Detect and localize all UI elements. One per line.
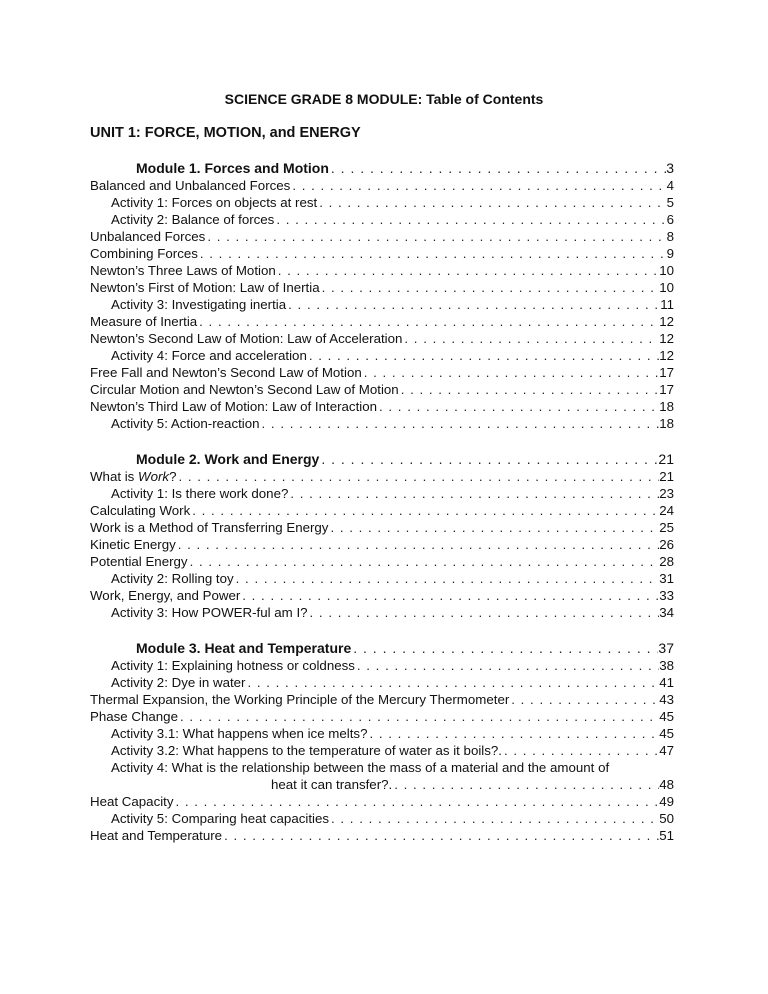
toc-label-part: What is [90,469,139,484]
toc-label: Measure of Inertia [90,314,198,329]
toc-page: 34 [659,605,674,620]
toc-page: 45 [659,726,674,741]
toc-page: 47 [659,743,674,758]
leader-dots [240,587,659,604]
toc-entry[interactable] [90,827,674,844]
toc-label: Activity 1: Is there work done? [111,486,289,501]
toc-label [90,468,176,485]
leader-dots [290,177,666,194]
toc-page: 49 [659,794,674,809]
toc-label-italic: Work [138,469,170,484]
leader-dots [188,553,660,570]
toc-entry[interactable] [90,313,674,330]
toc-label: Work is a Method of Transferring Energy [90,520,329,535]
leader-dots [260,415,660,432]
toc-page: 10 [659,263,674,278]
toc-label: Combining Forces [90,246,198,261]
leader-dots [174,793,660,810]
toc-entry[interactable] [90,347,674,364]
toc-entry[interactable] [90,398,674,415]
toc-label: heat it can transfer?. [271,777,393,792]
toc-page: 38 [659,658,674,673]
toc-page: 11 [660,297,674,312]
toc-label: Newton’s Three Laws of Motion [90,263,276,278]
toc-entry[interactable] [90,245,674,262]
toc-entry[interactable] [90,674,674,691]
toc-page: 12 [659,314,674,329]
toc-label: Activity 2: Balance of forces [111,212,275,227]
toc-label: Activity 5: Action-reaction [111,416,260,431]
leader-dots [319,451,658,468]
leader-dots [355,657,659,674]
toc-entry[interactable] [90,553,674,570]
toc-entry[interactable] [90,194,674,211]
toc-page: 21 [658,451,674,467]
toc-entry[interactable] [90,604,674,621]
leader-dots [392,776,659,793]
toc-page: 33 [659,588,674,603]
toc-page: 4 [666,178,674,193]
toc-label: Module 3. Heat and Temperature [136,640,352,656]
toc-entry[interactable] [90,279,674,296]
leader-dots [320,279,660,296]
toc-entry-continuation[interactable] [90,776,674,793]
toc-entry[interactable] [90,759,674,776]
toc-page: 31 [659,571,674,586]
toc-label: Heat Capacity [90,794,174,809]
toc-entry[interactable] [90,381,674,398]
toc-page: 50 [659,811,674,826]
leader-dots [178,708,659,725]
toc-page: 3 [666,160,674,176]
toc-page: 25 [659,520,674,535]
toc-page: 17 [659,365,674,380]
toc-page: 6 [666,212,674,227]
leader-dots [176,536,659,553]
toc-page: 43 [659,692,674,707]
leader-dots [286,296,660,313]
toc-entry[interactable] [90,657,674,674]
leader-dots [509,691,659,708]
toc-label: Module 2. Work and Energy [136,451,320,467]
toc-label: Activity 1: Explaining hotness or coldness [111,658,355,673]
toc-label: Kinetic Energy [90,537,176,552]
toc-entry[interactable] [90,211,674,228]
toc-entry[interactable] [90,810,674,827]
toc-label: Activity 4: Force and acceleration [111,348,307,363]
toc-label: Circular Motion and Newton’s Second Law of Motion [90,382,399,397]
leader-dots [308,604,660,621]
toc-page: 24 [659,503,674,518]
leader-dots [176,468,659,485]
toc-page: 21 [659,469,674,484]
toc-page: 18 [659,399,674,414]
leader-dots [307,347,659,364]
toc-label: Heat and Temperature [90,828,223,843]
toc-page: 23 [659,486,674,501]
toc-label: Activity 4: What is the relationship between the mass of a material and the amount of [111,760,610,775]
toc-label: Activity 2: Dye in water [111,675,246,690]
toc-label: Newton’s Second Law of Motion: Law of Acceleration [90,331,403,346]
leader-dots [288,485,659,502]
toc-page: 5 [666,195,674,210]
toc-page: 51 [659,828,674,843]
toc-entry[interactable] [90,587,674,604]
toc-page: 17 [659,382,674,397]
toc-label: Newton’s First of Motion: Law of Inertia [90,280,320,295]
toc-entry[interactable] [90,177,674,194]
leader-dots [502,742,659,759]
toc-page: 45 [659,709,674,724]
toc-page: 41 [659,675,674,690]
toc-entry[interactable] [90,262,674,279]
toc-entry[interactable] [90,570,674,587]
toc-label: Module 1. Forces and Motion [136,160,329,176]
leader-dots [362,364,659,381]
leader-dots [351,640,658,657]
table-of-contents [90,160,674,844]
toc-page: 9 [666,246,674,261]
toc-entry[interactable] [90,519,674,536]
toc-page: 37 [658,640,674,656]
toc-module-1[interactable] [90,160,674,177]
toc-label: Activity 3: How POWER-ful am I? [111,605,308,620]
unit-title: UNIT 1: FORCE, MOTION, and ENERGY [90,125,361,141]
toc-page: 10 [659,280,674,295]
leader-dots [205,228,666,245]
leader-dots [190,502,659,519]
leader-dots [246,674,660,691]
toc-label: Phase Change [90,709,178,724]
leader-dots [328,519,659,536]
toc-entry[interactable] [90,725,674,742]
toc-label: Free Fall and Newton’s Second Law of Motion [90,365,362,380]
toc-label: Work, Energy, and Power [90,588,241,603]
toc-label: Activity 3.2: What happens to the temperature of water as it boils?. [111,743,502,758]
toc-entry[interactable] [90,330,674,347]
leader-dots [329,810,659,827]
toc-entry[interactable] [90,364,674,381]
leader-dots [317,194,666,211]
toc-entry[interactable] [90,742,674,759]
toc-page: 18 [659,416,674,431]
toc-label: Calculating Work [90,503,191,518]
toc-label: Balanced and Unbalanced Forces [90,178,291,193]
toc-label: Potential Energy [90,554,188,569]
toc-module-2[interactable] [90,451,674,468]
leader-dots [276,262,659,279]
leader-dots [402,330,659,347]
toc-page: 48 [659,777,674,792]
toc-entry[interactable] [90,228,674,245]
leader-dots [329,160,666,177]
toc-page: 28 [659,554,674,569]
toc-page: 12 [659,331,674,346]
toc-entry[interactable] [90,415,674,432]
toc-entry[interactable] [90,536,674,553]
toc-entry[interactable] [90,793,674,810]
toc-module-3[interactable] [90,640,674,657]
toc-entry[interactable] [90,468,674,485]
leader-dots [197,313,659,330]
document-title: SCIENCE GRADE 8 MODULE: Table of Contents [224,91,544,107]
toc-label: Activity 5: Comparing heat capacities [111,811,330,826]
toc-label: Newton’s Third Law of Motion: Law of Interaction [90,399,378,414]
leader-dots [234,570,660,587]
toc-label: Activity 3: Investigating inertia [111,297,287,312]
leader-dots [367,725,659,742]
toc-page: 26 [659,537,674,552]
toc-entry[interactable] [90,691,674,708]
leader-dots [198,245,667,262]
toc-label: Thermal Expansion, the Working Principle of the Mercury Thermometer [90,692,510,707]
toc-page: 8 [666,229,674,244]
toc-label: Activity 2: Rolling toy [111,571,234,586]
toc-label: Activity 1: Forces on objects at rest [111,195,318,210]
leader-dots [399,381,660,398]
toc-label: Activity 3.1: What happens when ice melts? [111,726,368,741]
toc-entry[interactable] [90,485,674,502]
toc-entry[interactable] [90,502,674,519]
leader-dots [377,398,659,415]
toc-label-part: ? [169,469,177,484]
toc-entry[interactable] [90,708,674,725]
toc-label: Unbalanced Forces [90,229,206,244]
leader-dots [222,827,659,844]
toc-page: 12 [659,348,674,363]
leader-dots [274,211,666,228]
toc-entry[interactable] [90,296,674,313]
